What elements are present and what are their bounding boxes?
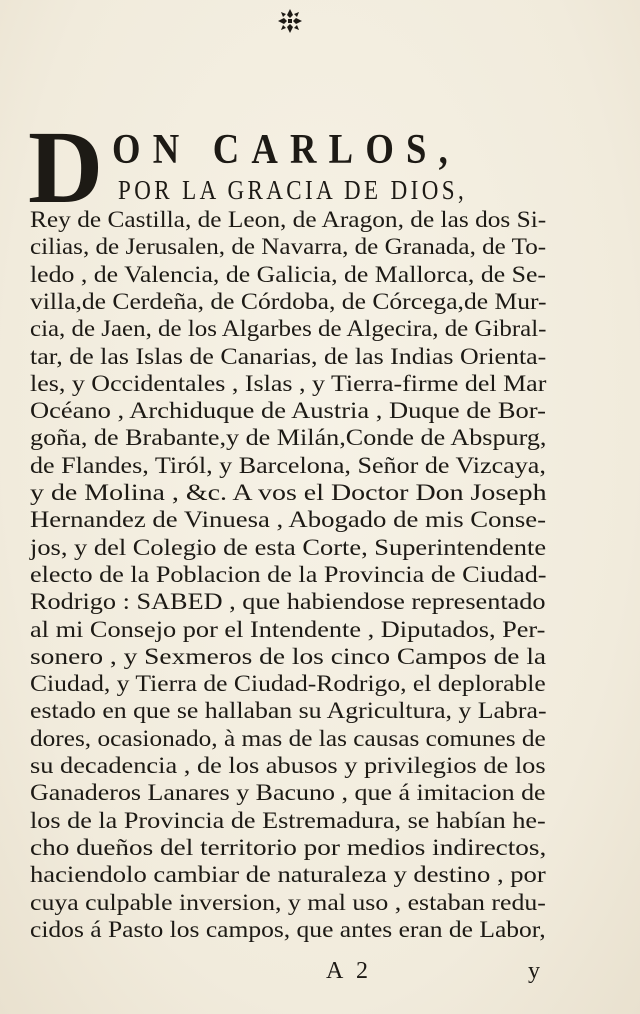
catchword: y <box>528 958 540 984</box>
text-line: Ciudad, y Tierra de Ciudad-Rodrigo, el deplorable <box>30 671 546 697</box>
text-line: cia, de Jaen, de los Algarbes de Algecira, de Gibral- <box>30 316 547 342</box>
text-line: cidos á Pasto los campos, que antes eran de Labor, <box>30 916 546 942</box>
text-line: villa,de Cerdeña, de Córdoba, de Córcega,de Mur- <box>30 288 547 314</box>
text-line: jos, y del Colegio de esta Corte, Superintendente <box>30 534 547 560</box>
cross-fleuron-icon <box>277 8 303 34</box>
text-line: estado en que se hallaban su Agricultura, y Labra- <box>30 698 547 724</box>
text-line: tar, de las Islas de Canarias, de las Indias Orienta- <box>30 343 547 369</box>
text-line: los de la Provincia de Estremadura, se habían he- <box>30 807 546 833</box>
drop-cap-letter: D <box>28 110 102 225</box>
text-line: haciendolo cambiar de naturaleza y destino , por <box>30 862 546 888</box>
text-line: dores, ocasionado, à mas de las causas comunes de <box>30 725 546 751</box>
text-line: Ganaderos Lanares y Bacuno , que á imitacion de <box>30 780 546 806</box>
text-line: sonero , y Sexmeros de los cinco Campos de la <box>30 643 547 669</box>
text-line: les, y Occidentales , Islas , y Tierra-firme del Mar <box>30 370 547 396</box>
text-line: Rodrigo : SABED , que habiendose representado <box>30 589 546 615</box>
text-line: cuya culpable inversion, y mal uso , estaban redu- <box>30 889 546 915</box>
text-line: de Flandes, Tiról, y Barcelona, Señor de Vizcaya, <box>30 452 546 478</box>
text-line: al mi Consejo por el Intendente , Diputados, Per- <box>30 616 546 642</box>
text-line: y de Molina , &c. A vos el Doctor Don Joseph <box>30 480 547 505</box>
heading-name: ON CARLOS, <box>112 127 460 173</box>
text-line: goña, de Brabante,y de Milán,Conde de Abspurg, <box>30 425 547 451</box>
text-line: su decadencia , de los abusos y privilegios de los <box>30 753 546 778</box>
heading-title: POR LA GRACIA DE DIOS, <box>118 175 468 205</box>
text-line: electo de la Poblacion de la Provincia de Ciudad- <box>30 561 547 587</box>
text-line: Hernandez de Vinuesa , Abogado de mis Conse- <box>30 507 547 533</box>
text-line: cilias, de Jerusalen, de Navarra, de Granada, de To- <box>30 234 547 260</box>
text-line: Océano , Archiduque de Austria , Duque de Bor- <box>30 398 546 424</box>
signature-mark: A 2 <box>326 958 373 984</box>
drop-cap <box>28 110 108 225</box>
text-line: ledo , de Valencia, de Galicia, de Mallorca, de Se- <box>30 261 547 287</box>
text-line: cho dueños del territorio por medios indirectos, <box>30 834 547 860</box>
text-line: Rey de Castilla, de Leon, de Aragon, de las dos Si- <box>30 207 547 232</box>
